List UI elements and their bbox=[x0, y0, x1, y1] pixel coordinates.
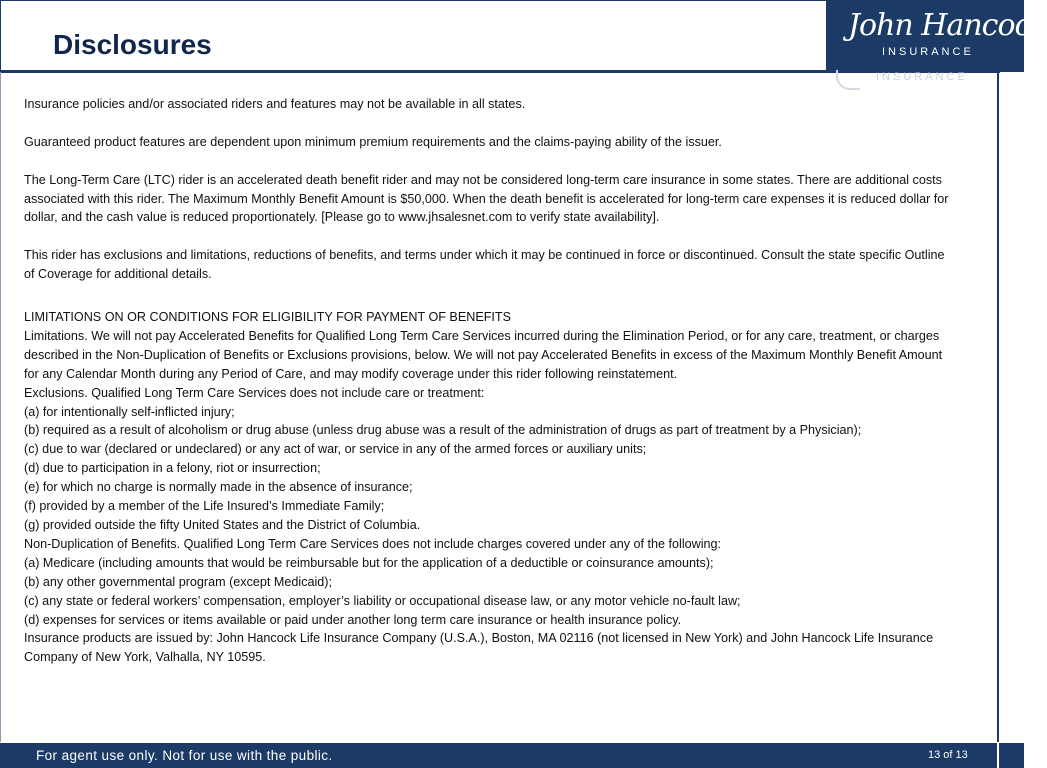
left-border bbox=[0, 72, 1, 742]
logo-subtitle: INSURANCE bbox=[882, 46, 974, 58]
right-border bbox=[997, 72, 999, 742]
availability-paragraph: Insurance policies and/or associated riders and features may not be available in all states. bbox=[24, 97, 526, 111]
logo-wordmark: John Hancock bbox=[848, 8, 1047, 43]
exclusion-item: (c) due to war (declared or undeclared) or any act of war, or service in any of the armed forces or auxiliary units; bbox=[24, 442, 647, 457]
exclusion-item: (d) due to participation in a felony, riot or insurrection; bbox=[24, 461, 321, 476]
page-number: 13 of 13 bbox=[928, 749, 968, 761]
footer-divider bbox=[997, 743, 999, 768]
nonduplication-item: (d) expenses for services or items available or paid under another long term care insurance or health insurance policy. bbox=[24, 612, 682, 627]
header-bar bbox=[0, 0, 826, 72]
rider-exclusions-paragraph: This rider has exclusions and limitations, reductions of benefits, and terms under which it may be continued in force or discontinued. Consult the state specific Outline of Coverage for additional details. bbox=[24, 248, 945, 282]
exclusion-item: (b) required as a result of alcoholism or drug abuse (unless drug abuse was a result of the administration of drugs as part of treatment by a Physician); bbox=[24, 423, 862, 438]
exclusion-item: (a) for intentionally self-inflicted injury; bbox=[24, 404, 235, 419]
ltc-rider-paragraph: The Long-Term Care (LTC) rider is an accelerated death benefit rider and may not be considered long-term care insurance in some states. There are additional costs associated with this rider. The Maximum Monthly Benefit Amount is $50,000. When the death benefit is accelerated for long-term care expenses it is reduced dollar for dollar, and the cash value is reduced proportionately. [Please go to www.jhsalesnet.com to verify state availability]. bbox=[24, 172, 949, 225]
page-title: Disclosures bbox=[53, 29, 212, 60]
nonduplication-item: (a) Medicare (including amounts that would be reimbursable but for the application of a deductible or coinsurance amounts); bbox=[24, 555, 714, 570]
nonduplication-item: (c) any state or federal workers’ compensation, employer’s liability or occupational disease law, or any motor vehicle no-fault law; bbox=[24, 593, 741, 608]
logo-reflection-icon bbox=[836, 70, 860, 90]
guarantee-paragraph: Guaranteed product features are dependent upon minimum premium requirements and the claims-paying ability of the issuer. bbox=[24, 134, 722, 149]
exclusions-intro: Exclusions. Qualified Long Term Care Services does not include care or treatment: bbox=[24, 385, 485, 400]
limitations-heading: LIMITATIONS ON OR CONDITIONS FOR ELIGIBILITY FOR PAYMENT OF BENEFITS bbox=[24, 310, 512, 325]
nonduplication-intro: Non-Duplication of Benefits. Qualified Long Term Care Services does not include charges covered under any of the following: bbox=[24, 536, 722, 551]
limitations-paragraph: Limitations. We will not pay Accelerated Benefits for Qualified Long Term Care Services incurred during the Elimination Period, or for any care, treatment, or charges described in the Non-Duplication of Benefits or Exclusions provisions, below. We will not pay Accelerated Benefits in excess of the Maximum Monthly Benefit Amount for any Calendar Month during any Period of Care, and may modify coverage under this rider following reinstatement. bbox=[24, 328, 943, 381]
agent-use-notice: For agent use only. Not for use with the public. bbox=[36, 748, 333, 763]
disclosure-body bbox=[24, 95, 954, 667]
nonduplication-item: (b) any other governmental program (except Medicaid); bbox=[24, 574, 332, 589]
issuers-paragraph: Insurance products are issued by: John Hancock Life Insurance Company (U.S.A.), Boston, MA 02116 (not licensed in New York) and John Hancock Life Insurance Company of New York, Valhalla, NY 10595. bbox=[24, 631, 934, 665]
exclusion-item: (f) provided by a member of the Life Insured’s Immediate Family; bbox=[24, 499, 385, 514]
exclusion-item: (g) provided outside the fifty United States and the District of Columbia. bbox=[24, 517, 421, 532]
company-logo bbox=[826, 0, 1047, 72]
logo-reflection-text: INSURANCE bbox=[876, 71, 968, 83]
footer-bar bbox=[0, 743, 1024, 768]
exclusion-item: (e) for which no charge is normally made in the absence of insurance; bbox=[24, 480, 413, 495]
